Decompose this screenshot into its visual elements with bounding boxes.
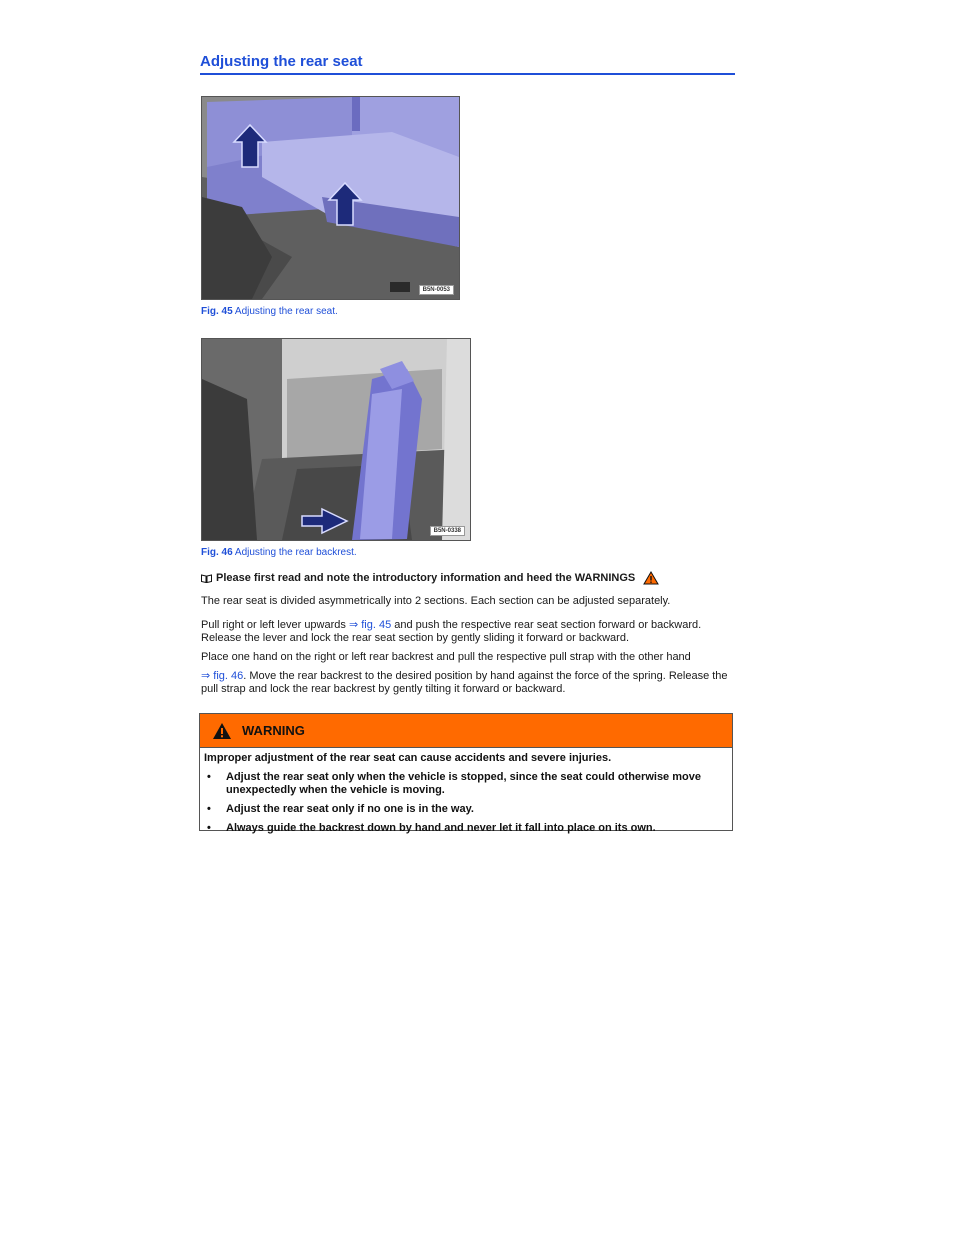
fig-46-link[interactable]: ⇒ fig. 46: [201, 670, 244, 682]
warning-lead: Improper adjustment of the rear seat can cause accidents and severe injuries.: [204, 752, 612, 764]
warning-triangle-icon: [643, 571, 659, 585]
paragraph: Pull right or left lever upwards ⇒ fig. 45 and push the respective rear seat section forward or backward. Release the lever and lock the rear seat section by gently sliding it forward or backward.: [201, 619, 702, 644]
paragraph: ⇒ fig. 46. Move the rear backrest to the desired position by hand against the force of the spring. Release the pull strap and lock the rear backrest by gently tilting it forward or backward.: [201, 670, 728, 695]
intro-note: Please first read and note the introductory information and heed the WARNINGS: [201, 571, 659, 585]
figure-code: B5N-0053: [419, 285, 454, 295]
figure-code: B5N-0338: [430, 526, 465, 536]
list-item: • Adjust the rear seat only if no one is in the way.: [207, 803, 474, 815]
list-item: • Adjust the rear seat only when the vehicle is stopped, since the seat could otherwise move unexpectedly when the vehicle is moving.: [207, 771, 701, 796]
warning-box: [199, 713, 733, 834]
list-item: • Always guide the backrest down by hand and never let it fall into place on its own.: [207, 822, 656, 834]
section-title: Adjusting the rear seat: [200, 53, 735, 75]
figure-caption: Fig. 46 Adjusting the rear backrest.: [201, 547, 357, 558]
warning-header: [200, 714, 732, 748]
book-icon: [201, 574, 212, 583]
paragraph: The rear seat is divided asymmetrically into 2 sections. Each section can be adjusted separately.: [201, 595, 671, 607]
figure-rear-backrest: [201, 338, 471, 541]
figure-rear-seat: [201, 96, 460, 300]
paragraph: Place one hand on the right or left rear backrest and pull the respective pull strap with the other hand: [201, 651, 691, 663]
figure-caption: Fig. 45 Adjusting the rear seat.: [201, 306, 338, 317]
fig-45-link[interactable]: ⇒ fig. 45: [348, 619, 392, 631]
warning-body: [200, 748, 732, 835]
warning-heading: WARNING: [242, 723, 305, 738]
warning-triangle-icon: [212, 722, 232, 740]
